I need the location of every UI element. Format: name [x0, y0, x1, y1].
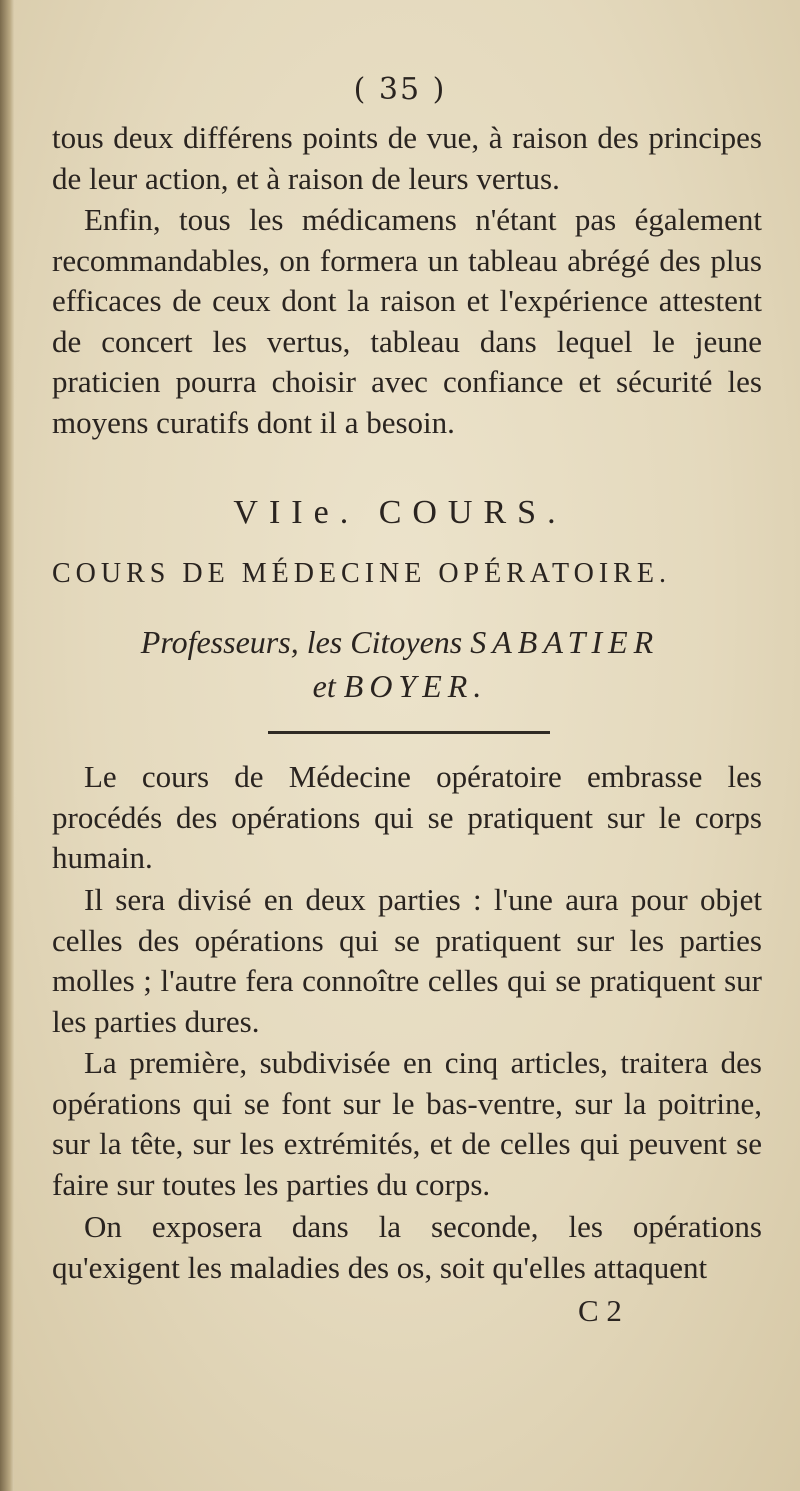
signature-mark: C 2: [578, 1293, 622, 1328]
paragraph-il-sera: [52, 880, 762, 1042]
paragraph-text: tous deux différens points de vue, à raison des principes de leur action, et à raison de leurs vertus.: [52, 120, 762, 196]
professor-name-sabatier: SABATIER: [470, 624, 660, 660]
paragraph-text: Enfin, tous les médicamens n'étant pas également recommandables, on formera un tableau abrégé des plus efficaces de ceux dont la raison et l'expérience attestent de concert les vertus, tableau dans lequel le jeune praticien pourra choisir avec confiance et sécurité les moyens curatifs dont il a besoin.: [52, 202, 762, 440]
professor-name-boyer: BOYER.: [343, 668, 488, 704]
paragraph-on-exposera: [52, 1207, 762, 1288]
paragraph-text: La première, subdivisée en cinq articles, traitera des opérations qui se font sur le bas-ventre, sur la poitrine, sur la tête, sur les extrémités, et de celles qui peuvent se faire sur toutes les parties du corps.: [52, 1045, 762, 1202]
paragraph-enfin: [52, 200, 762, 443]
professors-label: Professeurs, les Citoyens: [140, 624, 463, 660]
paragraph-text: Il sera divisé en deux parties : l'une aura pour objet celles des opérations qui se pratiquent sur les parties molles ; l'autre fera connoître celles qui se pratiquent sur les parties dures.: [52, 882, 762, 1039]
paragraph-text: Le cours de Médecine opératoire embrasse les procédés des opérations qui se pratiquent sur le corps humain.: [52, 759, 762, 875]
professors-line: [0, 620, 800, 708]
course-title: COURS DE MÉDECINE OPÉRATOIRE.: [52, 558, 671, 589]
page-spine-shadow: [0, 0, 14, 1491]
section-heading: VIIe. COURS.: [233, 494, 567, 531]
paragraph-text: On exposera dans la seconde, les opérations qu'exigent les maladies des os, soit qu'elles attaquent: [52, 1209, 762, 1285]
paragraph-continuation: [52, 118, 762, 199]
paragraph-le-cours: [52, 757, 762, 879]
page-number: ( 35 ): [353, 72, 447, 107]
paragraph-la-premiere: [52, 1043, 762, 1205]
professors-connector: et: [312, 668, 336, 704]
horizontal-rule: [268, 731, 550, 734]
